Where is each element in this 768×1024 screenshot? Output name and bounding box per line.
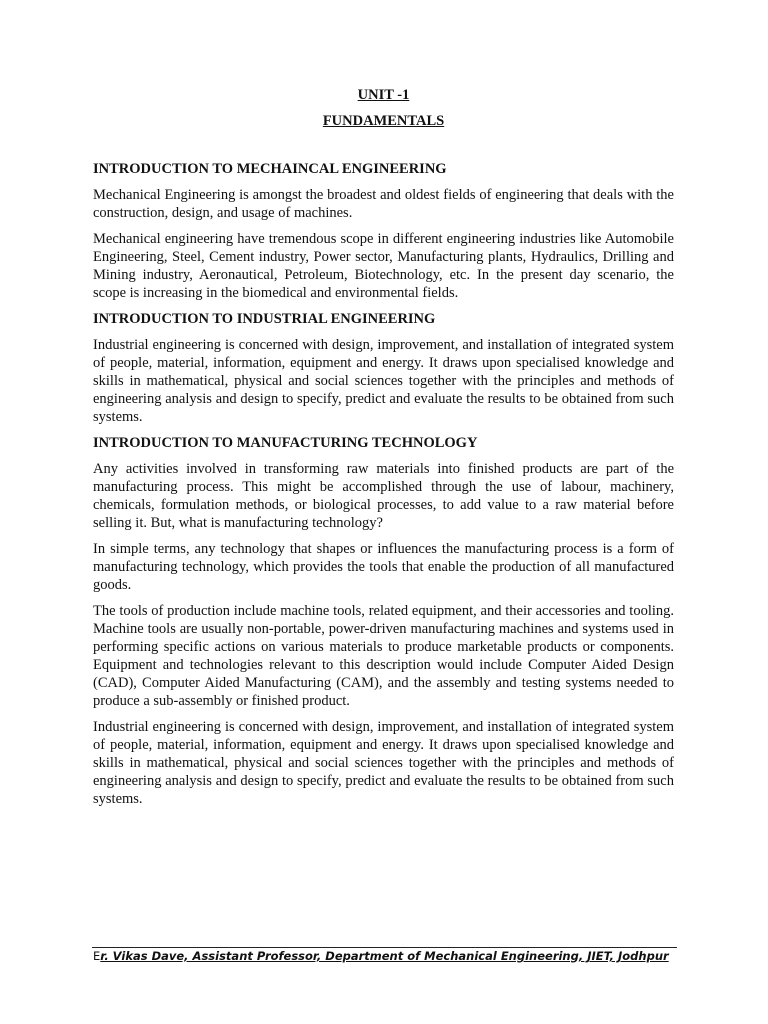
unit-title: UNIT -1 (357, 87, 410, 103)
paragraph: Industrial engineering is concerned with design, improvement, and installation of integrated system of people, material, information, equipment and energy. It draws upon specialised knowledge and skills in mathematical, physical and social sciences together with the principles and methods of engineering analysis and design to specify, predict and evaluate the results to be obtained from such systems. (93, 337, 674, 425)
chapter-title: FUNDAMENTALS (322, 113, 445, 129)
paragraph: Mechanical Engineering is amongst the broadest and oldest fields of engineering that deals with the construction, design, and usage of machines. (93, 187, 674, 221)
paragraph: Industrial engineering is concerned with design, improvement, and installation of integrated system of people, material, information, equipment and energy. It draws upon specialised knowledge and skills in mathematical, physical and social sciences together with the principles and methods of engineering analysis and design to specify, predict and evaluate the results to be obtained from such systems. (93, 719, 674, 807)
section-heading-mechanical: INTRODUCTION TO MECHAINCAL ENGINEERING (93, 161, 447, 177)
paragraph: The tools of production include machine tools, related equipment, and their accessories and tooling. Machine tools are usually non-portable, power-driven manufacturing machines and systems used in performing specific actions on various materials to produce marketable products or components. Equipment and technologies relevant to this description would include Computer Aided Design (CAD), Computer Aided Manufacturing (CAM), and the assembly and testing systems needed to produce a sub-assembly or finished product. (93, 603, 674, 709)
paragraph: In simple terms, any technology that shapes or influences the manufacturing process is a form of manufacturing technology, which provides the tools that enable the production of all manufactured goods. (93, 541, 674, 593)
section-heading-industrial: INTRODUCTION TO INDUSTRIAL ENGINEERING (93, 311, 436, 327)
page-footer (93, 948, 678, 964)
footer-first-letter: E (93, 949, 101, 963)
paragraph: Any activities involved in transforming raw materials into finished products are part of the manufacturing process. This might be accomplished through the use of labour, machinery, chemicals, formulation methods, or biological processes, to add value to a raw material before selling it. But, what is manufacturing technology? (93, 461, 674, 531)
paragraph: Mechanical engineering have tremendous scope in different engineering industries like Automobile Engineering, Steel, Cement industry, Power sector, Manufacturing plants, Hydraulics, Drilling and Mining industry, Aeronautical, Petroleum, Biotechnology, etc. In the present day scenario, the scope is increasing in the biomedical and environmental fields. (93, 231, 674, 301)
page-content (93, 86, 674, 816)
footer-author-text: r. Vikas Dave, Assistant Professor, Department of Mechanical Engineering, JIET, Jodhpur (100, 949, 669, 963)
section-heading-manufacturing: INTRODUCTION TO MANUFACTURING TECHNOLOGY (93, 435, 478, 451)
